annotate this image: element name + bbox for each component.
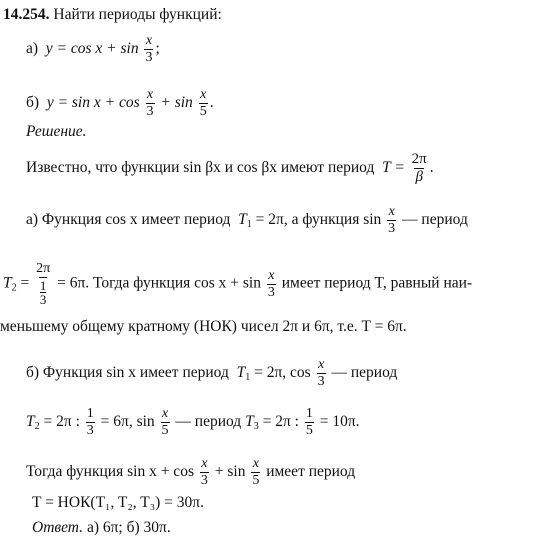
solution-a-line1: а) Функция cos x имеет период $T_1 = 2\pi$, а функция sin $\frac{x}{3}$ — период <box>26 204 468 236</box>
fraction: $\frac{x}{5}$ <box>252 456 260 488</box>
problem-part-b: б) y = sin x + cos $\frac{x}{3}$ + sin $\frac{x}{5}$ . <box>26 87 214 119</box>
compound-fraction: $\frac{2\pi}{\frac{1}{3}}$ <box>36 261 51 307</box>
part-a-label: а) <box>26 40 39 58</box>
problem-title: Найти периоды функций: <box>53 6 222 23</box>
answer-label: Ответ. <box>32 519 84 536</box>
fraction: $\frac{x}{3}$ <box>146 87 154 119</box>
fraction: $\frac{x}{3}$ <box>317 357 325 389</box>
part-b-label: б) <box>26 94 40 112</box>
solution-known-fact: Известно, что функции sin βx и cos βx имеют период T = $\frac{2\pi}{\beta}$ . <box>26 151 434 185</box>
answer <box>32 519 171 537</box>
solution-a-line3: меньшему общему кратному (НОК) чисел 2π и 6π, т.е. T = 6π. <box>0 318 407 335</box>
fraction: $\frac{1}{5}$ <box>305 406 313 438</box>
problem-header <box>3 6 222 24</box>
fraction: $\frac{x}{3}$ <box>267 267 275 300</box>
solution-b-line4: T = НОК(T₁, T₂, T₃) = 30π. <box>32 494 204 511</box>
fraction: $\frac{x}{3}$ <box>145 33 153 65</box>
fraction: $\frac{x}{3}$ <box>388 204 396 236</box>
solution-b-line1: б) Функция sin x имеет период $T_1 = 2\pi$, cos $\frac{x}{3}$ — период <box>26 357 398 389</box>
answer-text: а) 6π; б) 30π. <box>86 519 171 536</box>
solution-b-line3: Тогда функция sin x + cos $\frac{x}{3}$ + sin $\frac{x}{5}$ имеет период <box>26 456 356 488</box>
solution-heading: Решение. <box>26 123 87 140</box>
solution-b-line2: $T_2 = 2\pi$ : $\frac{1}{3}$ = 6π, sin $\frac{x}{5}$ — период $T_3 = 2\pi$ : $\frac{1}{5}$ = 10π. <box>26 406 360 438</box>
problem-part-a: а) y = cos x + sin $\frac{x}{3}$ ; <box>26 33 160 65</box>
fraction: $\frac{x}{5}$ <box>199 87 207 119</box>
fraction: $\frac{x}{5}$ <box>161 406 169 438</box>
part-b-expression: y = sin x + cos <box>46 94 140 112</box>
fraction: $\frac{1}{3}$ <box>86 406 94 438</box>
fraction: $\frac{x}{3}$ <box>200 456 208 488</box>
solution-a-line2: $T_2$ = $\frac{2\pi}{\frac{1}{3}}$ = 6π. Тогда функция cos x + sin $\frac{x}{3}$ имеет период T, равный наи- <box>3 261 473 307</box>
fraction: $\frac{2\pi}{\beta}$ <box>411 151 427 185</box>
problem-number: 14.254. <box>3 6 50 23</box>
part-a-expression: y = cos x + sin <box>45 40 139 58</box>
